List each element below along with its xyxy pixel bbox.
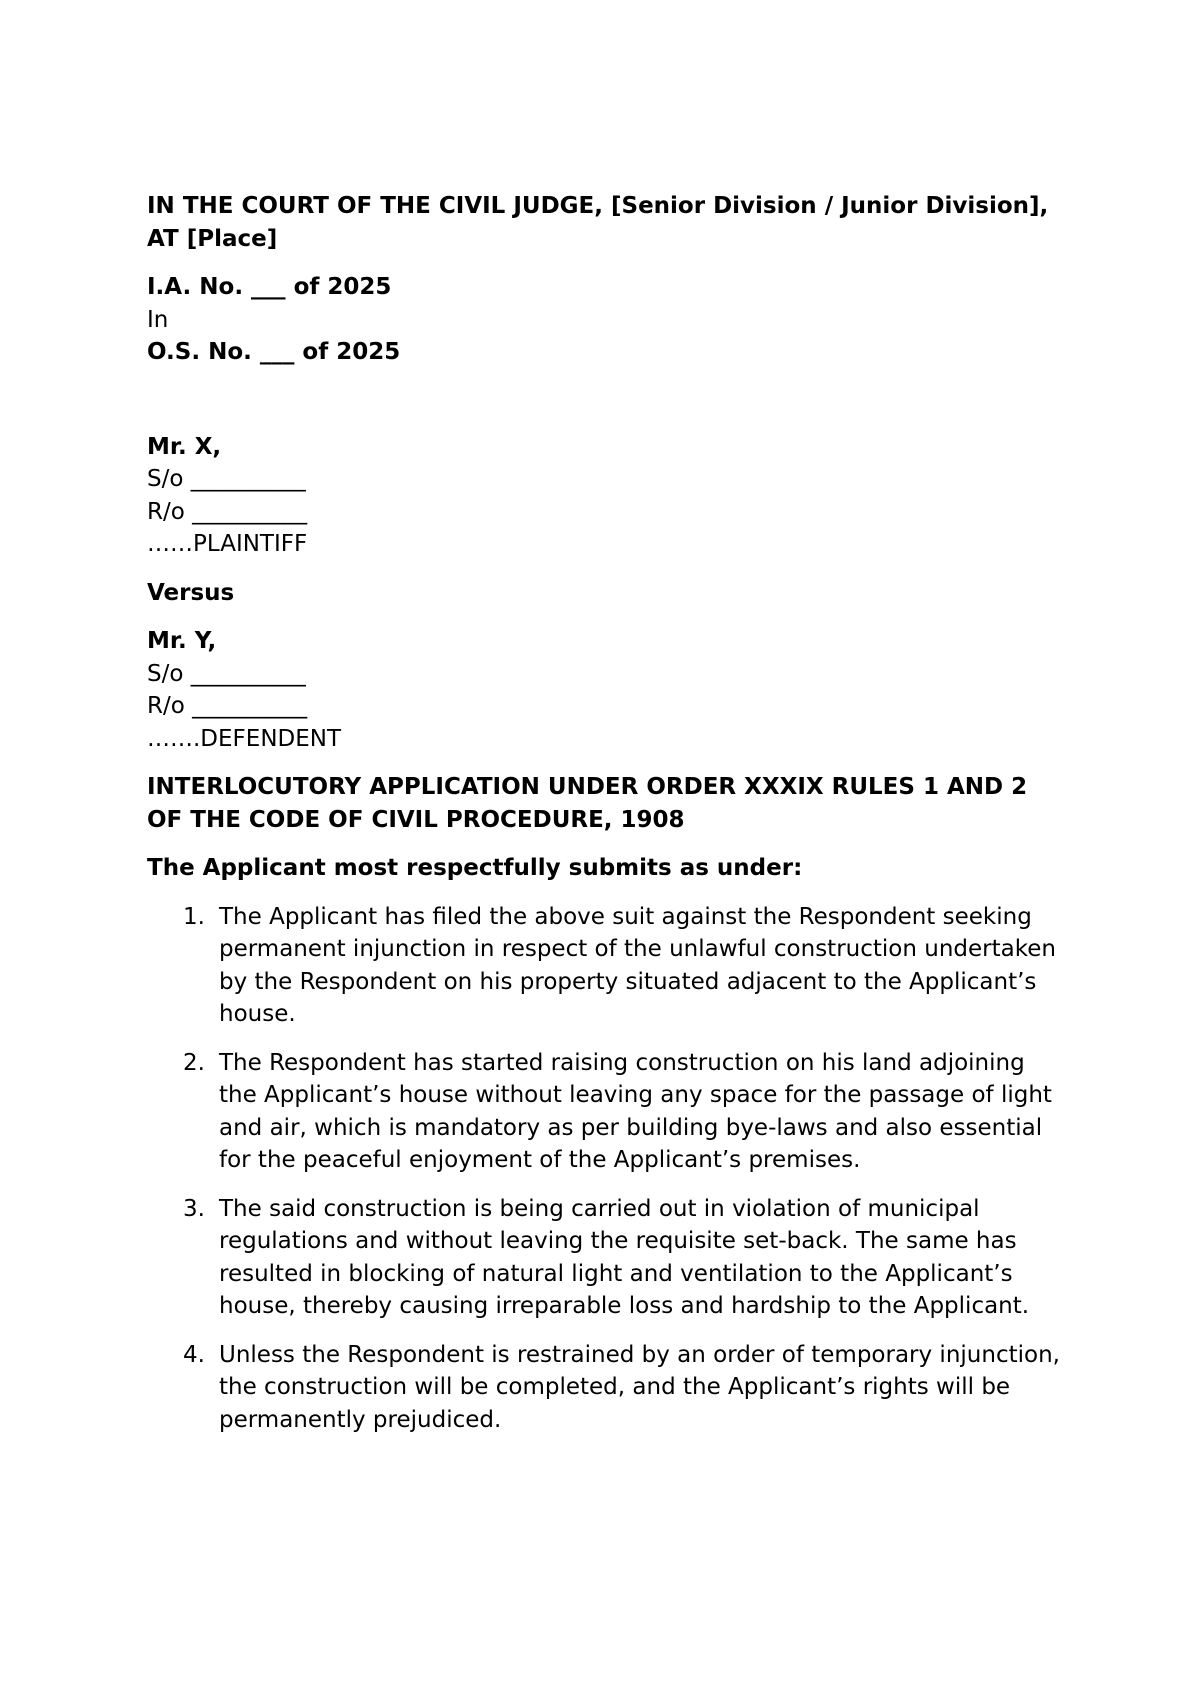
plaintiff-resident-of: R/o __________ [147, 498, 308, 525]
list-item [147, 1193, 1067, 1323]
application-intro: The Applicant most respectfully submits as under: [147, 855, 803, 881]
paragraph-list [147, 901, 1067, 1437]
paragraph-text: The Respondent has started raising construction on his land adjoining the Applicant’s house without leaving any space for the passage of light and air, which is mandatory as per building bye-laws and also essential for the peaceful enjoyment of the Applicant’s premises. [219, 1049, 1052, 1173]
versus-heading: Versus [147, 579, 235, 606]
list-item [147, 1047, 1067, 1177]
paragraph-number: 4. [183, 1341, 205, 1368]
document-page [147, 190, 1067, 1452]
list-item [147, 1339, 1067, 1437]
defendant-name: Mr. Y, [147, 628, 217, 654]
plaintiff-name: Mr. X, [147, 433, 222, 460]
court-title: IN THE COURT OF THE CIVIL JUDGE, [Senior Division / Junior Division], AT [Place] [147, 193, 1049, 252]
paragraph-text: The said construction is being carried out in violation of municipal regulations and without leaving the requisite set-back. The same has resulted in blocking of natural light and ventilation to the Applicant’s house, thereby causing irreparable loss and hardship to the Applicant. [219, 1195, 1030, 1319]
paragraph-text: Unless the Respondent is restrained by an order of temporary injunction, the construction will be completed, and the Applicant’s rights will be permanently prejudiced. [219, 1341, 1060, 1433]
list-item [147, 901, 1067, 1031]
defendant-son-of: S/o __________ [147, 660, 306, 687]
paragraph-text: The Applicant has filed the above suit against the Respondent seeking permanent injunction in respect of the unlawful construction undertaken by the Respondent on his property situated adjacent to the Applicant’s house. [219, 903, 1056, 1027]
defendant-resident-of: R/o __________ [147, 693, 308, 719]
paragraph-number: 1. [183, 903, 205, 930]
plaintiff-block [147, 431, 1067, 561]
defendant-role: …….DEFENDENT [147, 725, 342, 752]
ia-number: I.A. No. ___ of 2025 [147, 274, 392, 300]
os-number: O.S. No. ___ of 2025 [147, 339, 401, 365]
paragraph-number: 3. [183, 1195, 205, 1222]
plaintiff-role: ……PLAINTIFF [147, 531, 308, 557]
application-title: INTERLOCUTORY APPLICATION UNDER ORDER XXXIX RULES 1 AND 2 OF THE CODE OF CIVIL PROCEDURE, 1908 [147, 774, 1028, 833]
paragraph-number: 2. [183, 1049, 205, 1076]
case-numbers [147, 271, 1067, 369]
plaintiff-son-of: S/o __________ [147, 466, 306, 492]
in-text: In [147, 306, 169, 333]
defendant-block [147, 625, 1067, 755]
